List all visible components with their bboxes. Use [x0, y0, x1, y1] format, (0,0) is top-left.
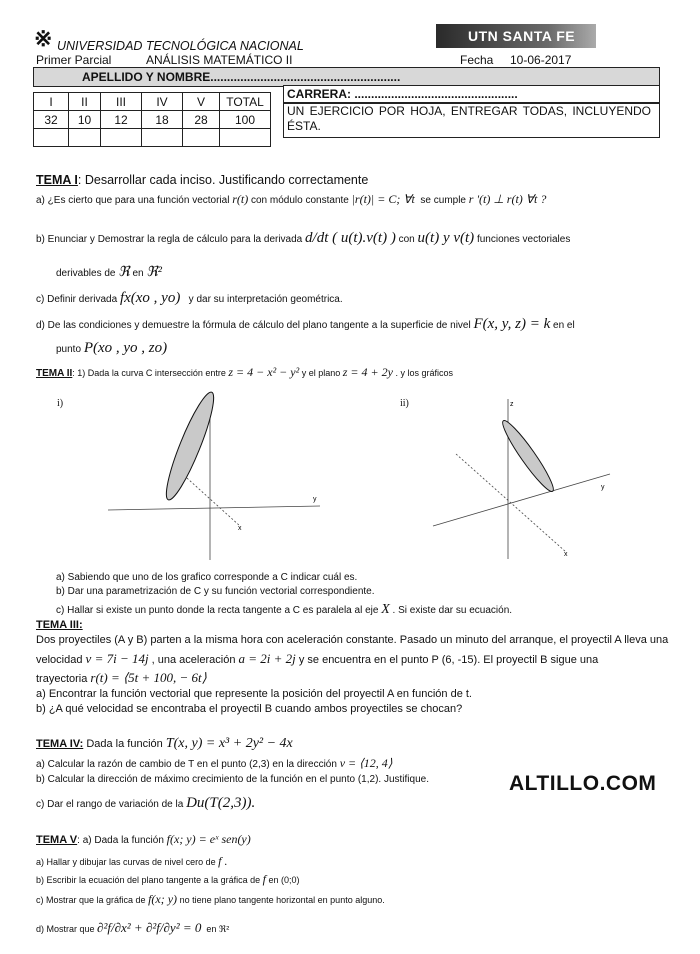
university-name: UNIVERSIDAD TECNOLÓGICA NACIONAL	[57, 39, 304, 53]
tema5-title: TEMA V	[36, 834, 78, 846]
exam-name: Primer Parcial	[36, 53, 112, 67]
item-text: a) Hallar y dibujar las curvas de nivel cero de	[36, 857, 216, 867]
formula: r(t)	[232, 192, 249, 206]
score-value: 12	[101, 111, 142, 129]
figure-ii-label: ii)	[400, 398, 409, 409]
tema4-heading	[36, 736, 293, 752]
formula: v = ⟨12, 4⟩	[339, 756, 393, 770]
score-value: 32	[34, 111, 69, 129]
item-text: punto	[56, 344, 82, 355]
item-text: b) Enunciar y Demostrar la regla de cálculo para la derivada	[36, 234, 303, 245]
x-axis-label: x	[564, 551, 568, 558]
formula: f(x; y) = eˣ sen(y)	[166, 832, 251, 846]
y-axis	[433, 474, 610, 526]
tema1-item-c	[36, 290, 343, 307]
figure-i-label: i)	[57, 398, 64, 409]
carrera-field: CARRERA: .................................................	[287, 87, 518, 101]
formula: z = 4 − x² − y²	[228, 365, 300, 379]
score-header: II	[69, 93, 101, 111]
x-axis-label: x	[238, 525, 242, 532]
formula: ∂²f/∂x² + ∂²f/∂y² = 0	[97, 920, 202, 935]
tema1-item-d	[36, 316, 575, 333]
item-text: en el	[553, 320, 575, 331]
utn-badge	[436, 24, 596, 48]
formula: d/dt ( u(t).v(t) )	[305, 230, 396, 246]
item-text: : 1) Dada la curva C intersección entre	[72, 368, 226, 378]
formula: f	[262, 872, 266, 886]
item-text: c) Hallar si existe un punto donde la recta tangente a C es paralela al eje	[56, 605, 379, 616]
scores-table	[33, 92, 271, 147]
tema3-title: TEMA III:	[36, 619, 83, 631]
item-text: y se encuentra en el punto P (6, -15). El proyectil B sigue una	[298, 654, 599, 666]
tema2-item-a: a) Sabiendo que uno de los grafico corresponde a C indicar cuál es.	[56, 572, 358, 583]
score-header: III	[101, 93, 142, 111]
tema5-item-c	[36, 892, 385, 907]
item-text: c) Dar el rango de variación de la	[36, 799, 184, 810]
tema4-item-c	[36, 795, 255, 812]
score-value: 100	[220, 111, 271, 129]
subject-name: ANÁLISIS MATEMÁTICO II	[146, 53, 293, 67]
figure-ii	[428, 394, 618, 564]
tema5-heading	[36, 832, 251, 847]
x-axis	[178, 470, 240, 526]
utn-badge-text: UTN SANTA FE	[468, 28, 576, 44]
score-header: V	[183, 93, 220, 111]
tema4-item-b: b) Calcular la dirección de máximo crecimiento de la función en el punto (1,2). Justifique.	[36, 774, 429, 785]
tema1-title-rest: : Desarrollar cada inciso. Justificando correctamente	[77, 173, 369, 187]
item-text: . Si existe dar su ecuación.	[392, 605, 513, 616]
item-text: con	[398, 234, 415, 245]
formula: Du(T(2,3)).	[186, 795, 256, 811]
item-text: en (0;0)	[268, 875, 300, 885]
y-axis	[108, 506, 320, 510]
tema2-title: TEMA II	[36, 368, 73, 379]
scores-value-row	[34, 111, 271, 129]
apellido-field: APELLIDO Y NOMBRE.........................................................	[82, 70, 401, 84]
item-text: velocidad	[36, 654, 83, 666]
formula: r(t) = ⟨5t + 100, − 6t⟩	[90, 670, 207, 685]
formula: a = 2i + 2j	[238, 651, 296, 666]
item-text: con módulo constante	[251, 195, 349, 206]
formula: X	[381, 602, 390, 617]
item-text: se cumple	[420, 195, 466, 206]
tema1-title: TEMA I	[36, 173, 78, 187]
formula: T(x, y) = x³ + 2y² − 4x	[165, 736, 293, 751]
intersection-curve	[159, 388, 221, 503]
item-text: a) ¿Es cierto que para una función vectorial	[36, 195, 230, 206]
score-value: 10	[69, 111, 101, 129]
tema1-item-b2	[56, 264, 162, 281]
score-value: 18	[142, 111, 183, 129]
item-text: en	[132, 268, 144, 279]
tema5-item-a	[36, 854, 227, 869]
formula: v = 7i − 14j	[85, 651, 149, 666]
formula: ℜ	[118, 265, 130, 280]
item-text: , una aceleración	[151, 654, 236, 666]
tema5-item-d	[36, 920, 229, 936]
exam-date: 10-06-2017	[510, 53, 572, 67]
score-header: I	[34, 93, 69, 111]
date-label: Fecha	[460, 53, 494, 67]
utn-logo: ※	[34, 26, 53, 51]
item-text: Dada la función	[86, 738, 163, 750]
item-text: trayectoria	[36, 673, 88, 685]
formula: f .	[218, 854, 228, 868]
z-axis-label: z	[510, 401, 514, 408]
instructions-text: UN EJERCICIO POR HOJA, ENTREGAR TODAS, INCLUYENDO ÉSTA.	[287, 104, 651, 133]
item-text: c) Mostrar que la gráfica de	[36, 895, 146, 905]
item-text: y dar su interpretación geométrica.	[188, 294, 343, 305]
item-text: c) Definir derivada	[36, 294, 118, 305]
formula: |r(t)| = C; ∀t	[351, 192, 415, 206]
tema4-item-a	[36, 756, 393, 771]
item-text: : a) Dada la función	[77, 835, 164, 846]
tema1-item-b	[36, 230, 570, 247]
formula: f(x; y)	[148, 892, 178, 906]
tema5-item-b	[36, 872, 300, 887]
item-text: a) Calcular la razón de cambio de T en el punto (2,3) en la dirección	[36, 759, 337, 770]
y-axis-label: y	[313, 496, 317, 503]
formula: F(x, y, z) = k	[473, 316, 551, 332]
tema3-paragraph-3	[36, 670, 207, 686]
tema1-item-d2	[56, 340, 167, 357]
x-axis	[456, 454, 566, 552]
score-header: TOTAL	[220, 93, 271, 111]
item-text: y el plano	[301, 368, 341, 378]
tema1-heading	[36, 173, 368, 187]
scores-blank-row	[34, 129, 271, 147]
altillo-watermark: ALTILLO.COM	[509, 772, 657, 795]
score-value: 28	[183, 111, 220, 129]
formula: z = 4 + 2y	[342, 365, 393, 379]
formula: u(t) y v(t)	[417, 230, 475, 246]
formula: ℜ²	[146, 265, 162, 280]
item-text: derivables de	[56, 268, 116, 279]
item-text: b) Escribir la ecuación del plano tangente a la gráfica de	[36, 875, 261, 885]
tema3-paragraph-1: Dos proyectiles (A y B) parten a la misma hora con aceleración constante. Pasado un minuto del arranque, el proyectil A lleva una	[36, 634, 669, 646]
tema2-heading	[36, 365, 453, 380]
item-text: . y los gráficos	[395, 368, 454, 378]
item-text: funciones vectoriales	[476, 234, 571, 245]
tema3-item-b: b) ¿A qué velocidad se encontraba el proyectil B cuando ambos proyectiles se chocan?	[36, 703, 463, 715]
tema3-item-a: a) Encontrar la función vectorial que represente la posición del proyectil A en función de t.	[36, 688, 472, 700]
item-text: d) Mostrar que	[36, 924, 95, 934]
score-header: IV	[142, 93, 183, 111]
figure-i	[100, 388, 340, 568]
item-text: no tiene plano tangente horizontal en punto alguno.	[179, 895, 385, 905]
tema3-paragraph-2	[36, 651, 598, 667]
formula: P(xo , yo , zo)	[83, 340, 168, 356]
formula: r '(t) ⊥ r(t) ∀t ?	[468, 192, 547, 206]
tema2-item-c	[56, 602, 512, 618]
intersection-curve	[498, 417, 559, 495]
tema4-title: TEMA IV:	[36, 738, 84, 750]
tema1-item-a	[36, 192, 546, 207]
formula: fx(xo , yo)	[119, 290, 181, 306]
tema2-item-b: b) Dar una parametrización de C y su función vectorial correspondiente.	[56, 586, 375, 597]
y-axis-label: y	[601, 484, 605, 491]
item-text: d) De las condiciones y demuestre la fórmula de cálculo del plano tangente a la superficie de nivel	[36, 320, 471, 331]
item-text: en ℜ²	[206, 924, 230, 934]
scores-header-row	[34, 93, 271, 111]
